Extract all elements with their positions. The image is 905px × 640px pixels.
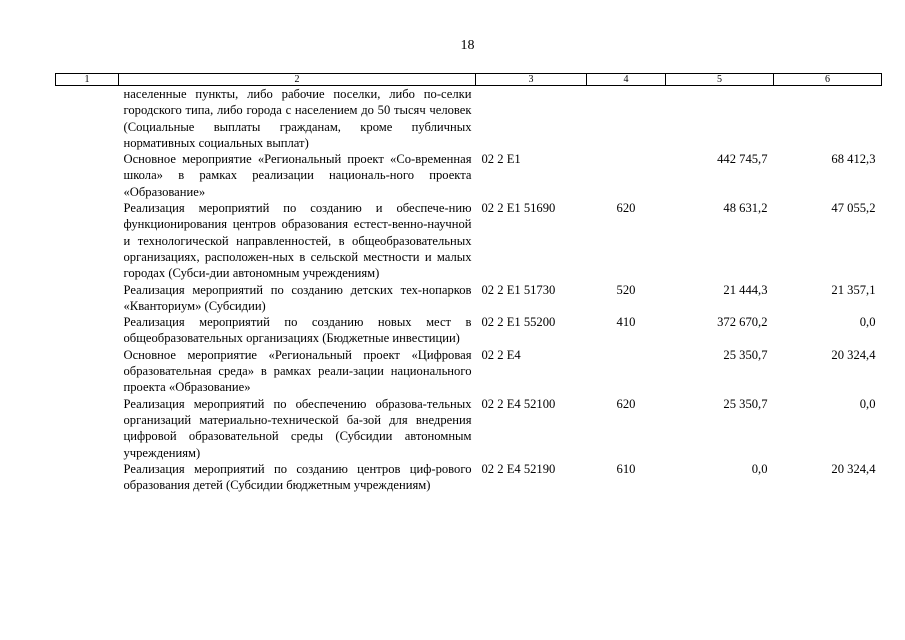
- target-code-cell: 02 2 Е1 51690: [481, 201, 556, 216]
- row-index-cell: [56, 314, 119, 347]
- item-name-cell: Реализация мероприятий по обеспечению образова-тельных организаций материально-технической ба-зой для внедрения цифровой образовательной среды (Субсидии автономным учреждениям): [123, 396, 472, 460]
- table-body: [56, 86, 882, 494]
- amount-cell-6: 21 357,1: [831, 282, 876, 297]
- row-index-cell: [56, 282, 119, 315]
- expense-type-cell: 620: [616, 201, 636, 216]
- amount-cell-5: 372 670,2: [717, 315, 768, 330]
- expense-type-cell: 520: [616, 282, 636, 297]
- header-col-3: 3: [476, 74, 587, 86]
- target-code-cell: 02 2 Е1 55200: [481, 315, 556, 330]
- expense-type-cell: [587, 151, 666, 200]
- table-row: [56, 86, 882, 152]
- amount-cell-6: 0,0: [859, 396, 876, 411]
- amount-cell-5: 25 350,7: [723, 396, 768, 411]
- target-code-cell: 02 2 Е1: [481, 152, 521, 167]
- amount-cell-6: [774, 86, 882, 152]
- target-code-cell: [476, 86, 587, 152]
- table-row: [56, 151, 882, 200]
- row-index-cell: [56, 86, 119, 152]
- expense-type-cell: 610: [616, 461, 636, 476]
- item-name-cell: Реализация мероприятий по созданию детских тех-нопарков «Кванториум» (Субсидии): [123, 282, 472, 313]
- item-name-cell: Реализация мероприятий по созданию центров циф-рового образования детей (Субсидии бюджетным учреждениям): [123, 461, 472, 493]
- header-col-1: 1: [56, 74, 119, 86]
- item-name-cell: Основное мероприятие «Региональный проект «Со-временная школа» в рамках реализации националь-ного проекта «Образование»: [123, 152, 472, 199]
- table-row: [56, 461, 882, 494]
- amount-cell-6: 68 412,3: [831, 152, 876, 167]
- expense-type-cell: 620: [616, 396, 636, 411]
- header-col-6: 6: [774, 74, 882, 86]
- table-row: [56, 347, 882, 396]
- table-row: [56, 200, 882, 281]
- expense-type-cell: 410: [616, 315, 636, 330]
- header-row: [56, 74, 882, 86]
- amount-cell-5: 21 444,3: [723, 282, 768, 297]
- target-code-cell: 02 2 Е4 52100: [481, 396, 556, 411]
- table-row: [56, 282, 882, 315]
- expense-type-cell: [587, 347, 666, 396]
- header-col-4: 4: [587, 74, 666, 86]
- amount-cell-6: 47 055,2: [831, 201, 876, 216]
- table-row: [56, 314, 882, 347]
- table-header: [56, 74, 882, 86]
- amount-cell-6: 0,0: [859, 315, 876, 330]
- target-code-cell: 02 2 Е1 51730: [481, 282, 556, 297]
- item-name-cell: Реализация мероприятий по созданию и обеспече-нию функционирования центров образования естест-венно-научной и технологической направленностей, в общеобразовательных организациях, расположен-ных в сельской местности и малых городах (Субси-дии автономным учреждениям): [123, 201, 472, 281]
- amount-cell-5: 48 631,2: [723, 201, 768, 216]
- amount-cell-6: 20 324,4: [831, 347, 876, 362]
- header-col-5: 5: [666, 74, 774, 86]
- target-code-cell: 02 2 Е4: [481, 347, 521, 362]
- header-col-2: 2: [119, 74, 476, 86]
- item-name-cell: Основное мероприятие «Региональный проект «Цифровая образовательная среда» в рамках реали-зации национального проекта «Образование»: [123, 347, 472, 395]
- expense-type-cell: [587, 86, 666, 152]
- amount-cell-5: 0,0: [751, 461, 768, 476]
- page-number: 18: [460, 38, 475, 53]
- item-name-cell: Реализация мероприятий по созданию новых мест в общеобразовательных организациях (Бюджетные инвестиции): [123, 315, 472, 346]
- amount-cell-5: 442 745,7: [717, 152, 768, 167]
- item-name-cell: населенные пункты, либо рабочие поселки, либо по-селки городского типа, либо города с населением до 50 тысяч человек (Социальные выплаты гражданам, кроме публичных нормативных социальных выплат): [123, 87, 472, 150]
- target-code-cell: 02 2 Е4 52190: [481, 461, 556, 476]
- row-index-cell: [56, 461, 119, 494]
- amount-cell-5: [666, 86, 774, 152]
- row-index-cell: [56, 396, 119, 461]
- amount-cell-6: 20 324,4: [831, 461, 876, 476]
- amount-cell-5: 25 350,7: [723, 347, 768, 362]
- budget-table: [55, 73, 882, 493]
- row-index-cell: [56, 200, 119, 281]
- row-index-cell: [56, 347, 119, 396]
- table-row: [56, 396, 882, 461]
- row-index-cell: [56, 151, 119, 200]
